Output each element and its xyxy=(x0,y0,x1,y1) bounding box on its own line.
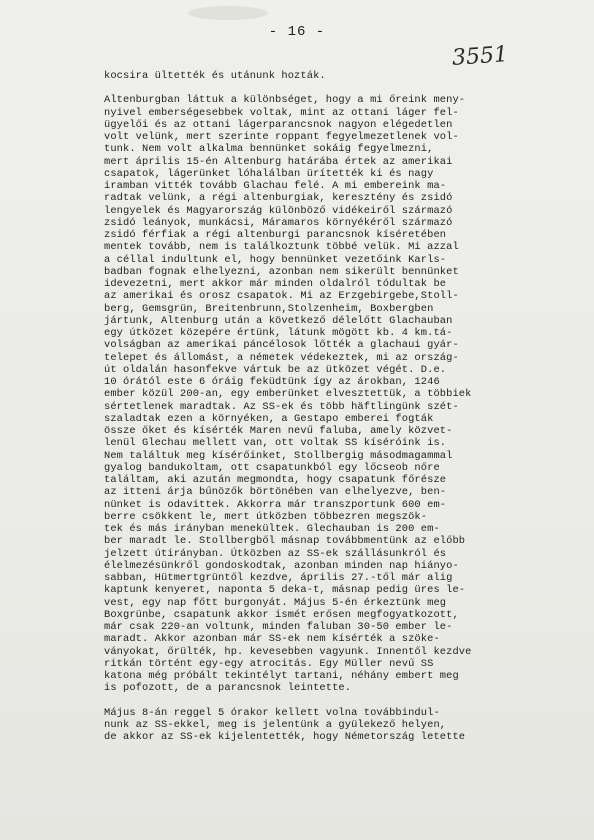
paper-smudge xyxy=(188,6,268,20)
text-line: szaladtak ezen a környéken, a Gestapo emberei fogták xyxy=(104,412,434,425)
text-line: ügyelői és az ottani lágerparancsnok nagyon elégedetlen xyxy=(104,118,453,131)
text-line: kaptunk kenyeret, naponta 5 deka-t, másnap pedig üres le- xyxy=(104,584,466,597)
typewritten-body-text xyxy=(104,70,574,743)
text-line: gyalog bandukoltam, ott csapatunkból egy lőcseob nőre xyxy=(104,461,440,474)
text-line: ványokat, őrülték, hp. kevesebben vagyunk. Innentől kezdve xyxy=(104,645,472,658)
text-line: volságban az amerikai páncélosok lőtték a glachaui gyár- xyxy=(104,339,459,352)
text-line: badban fognak elhelyezni, azonban nem sikerült bennünket xyxy=(104,265,459,278)
text-line: az amerikai és orosz csapatok. Mi az Erzgebirgebe,Stoll- xyxy=(104,290,459,303)
text-line: volt velünk, mert szerinte roppant fegyelmezetlenek vol- xyxy=(104,131,459,143)
text-line: radtak velünk, a régi altenburgiak, keresztény és zsidó xyxy=(104,192,453,205)
text-line: mentek tovább, nem is találkoztunk többé velük. Mi azzal xyxy=(104,241,459,254)
text-line: tunk. Nem volt alkalma bennünket sokáig fegyelmezni, xyxy=(104,143,434,156)
text-line: mert április 15-én Altenburg határába értek az amerikai xyxy=(104,155,453,168)
text-line: lengyelek és Magyarország különböző vidékeiről származó xyxy=(104,204,453,217)
text-line: katona még próbált tekintélyt tartani, néhány embert meg xyxy=(104,670,459,682)
text-line: tek és más irányban menekültek. Glechauban is 200 em- xyxy=(104,523,440,535)
text-line: vest, egy nap főtt burgonyát. Május 5-én érkeztünk meg xyxy=(104,596,447,609)
text-line: 10 órától este 6 óráig feküdtünk így az árokban, 1246 xyxy=(104,376,440,388)
text-line: már csak 220-an voltunk, minden faluban 30-50 ember le- xyxy=(104,621,453,633)
text-line: maradt. Akkor azonban már SS-ek nem kísérték a szöke- xyxy=(104,633,440,646)
paragraph-gap xyxy=(104,695,574,707)
text-line: út oldalán hasonfekve vártuk be az ütközet végét. D.e. xyxy=(104,363,447,376)
page-number: - 16 - xyxy=(268,24,326,40)
text-line: is pofozott, de a parancsnok leintette. xyxy=(104,682,352,695)
text-line: nunk az SS-ekkel, meg is jelentünk a gyülekező helyen, xyxy=(104,718,447,731)
text-line: sértetlenek maradtak. Az SS-ek és több häftlingünk szét- xyxy=(104,400,459,413)
handwritten-archive-mark: 3551 xyxy=(451,42,509,71)
text-line: telepet és állomást, a németek védekeztek, mi az ország- xyxy=(104,351,459,364)
text-line: jelzett útirányban. Útközben az SS-ek szállásunkról és xyxy=(104,547,447,560)
text-line: zsidó leányok, munkácsi, Máramaros környékéről származó xyxy=(104,216,453,229)
text-line: nünket is odavittek. Akkorra már transzportunk 600 em- xyxy=(104,498,447,511)
text-line: iramban vitték tovább Glachau felé. A mi embereink ma- xyxy=(104,180,447,192)
text-line: élelmezésünkről gondoskodtak, azonban minden nap hiányo- xyxy=(104,559,459,572)
text-line: de akkor az SS-ek kijelentették, hogy Németország letette xyxy=(104,731,466,743)
text-line: ber maradt le. Stollbergből másnap továbbmentünk az előbb xyxy=(104,535,466,548)
text-line: Nem találtuk meg kísérőinket, Stollbergig másodmagammal xyxy=(104,449,453,462)
text-line: berg, Gemsgrün, Breitenbrunn,Stolzenheim, Boxbergben xyxy=(104,302,434,315)
text-line: ritkán történt egy-egy atrocitás. Egy Müller nevű SS xyxy=(104,657,434,670)
text-line: a céllal indultunk el, hogy bennünket vezetőink Karls- xyxy=(104,253,447,266)
text-line: az itteni árja bűnözők börtönében van elhelyezve, ben- xyxy=(104,486,447,499)
paragraph-gap xyxy=(104,82,574,94)
text-line: egy útközet közepére értünk, látunk mögött kb. 4 km.tá- xyxy=(104,327,453,339)
text-line: Boxgrünbe, csapatunk akkor ismét erősen megfogyatkozott, xyxy=(104,608,459,621)
text-line: nyivel emberségesebbek voltak, mint az ottani láger fel- xyxy=(104,106,459,119)
text-line: lenül Glechau mellett van, ott voltak SS kíséróink is. xyxy=(104,437,447,450)
text-line: csapatok, lágerünket lóhalálban ürítették ki és nagy xyxy=(104,167,434,180)
text-line: Altenburgban láttuk a különbséget, hogy a mi őreink meny- xyxy=(104,94,466,107)
text-line: találtam, aki azután megmondta, hogy csapatunk főrésze xyxy=(104,474,447,486)
text-line: idevezetni, mert akkor már minden oldalról tódultak be xyxy=(104,278,447,290)
text-line: sabban, Hütmertgrüntől kezdve, április 27.-től már alig xyxy=(104,572,453,584)
text-line: Május 8-án reggel 5 órakor kellett volna továbbindul- xyxy=(104,706,440,719)
text-line: berre csökkent le, mert útközben többezren megszök- xyxy=(104,510,428,523)
text-line: zsidó férfiak a régi altenburgi parancsnok kíséretében xyxy=(104,229,447,241)
text-line: kocsira ültették és utánunk hozták. xyxy=(104,70,326,82)
text-line: ember közül 200-an, egy emberünket elvesztettük, a többiek xyxy=(104,388,472,401)
text-line: össze őket és kísérték Maren nevű faluba, amely közvet- xyxy=(104,425,453,437)
text-line: jártunk, Altenburg után a következő délelőtt Glachauban xyxy=(104,314,453,327)
